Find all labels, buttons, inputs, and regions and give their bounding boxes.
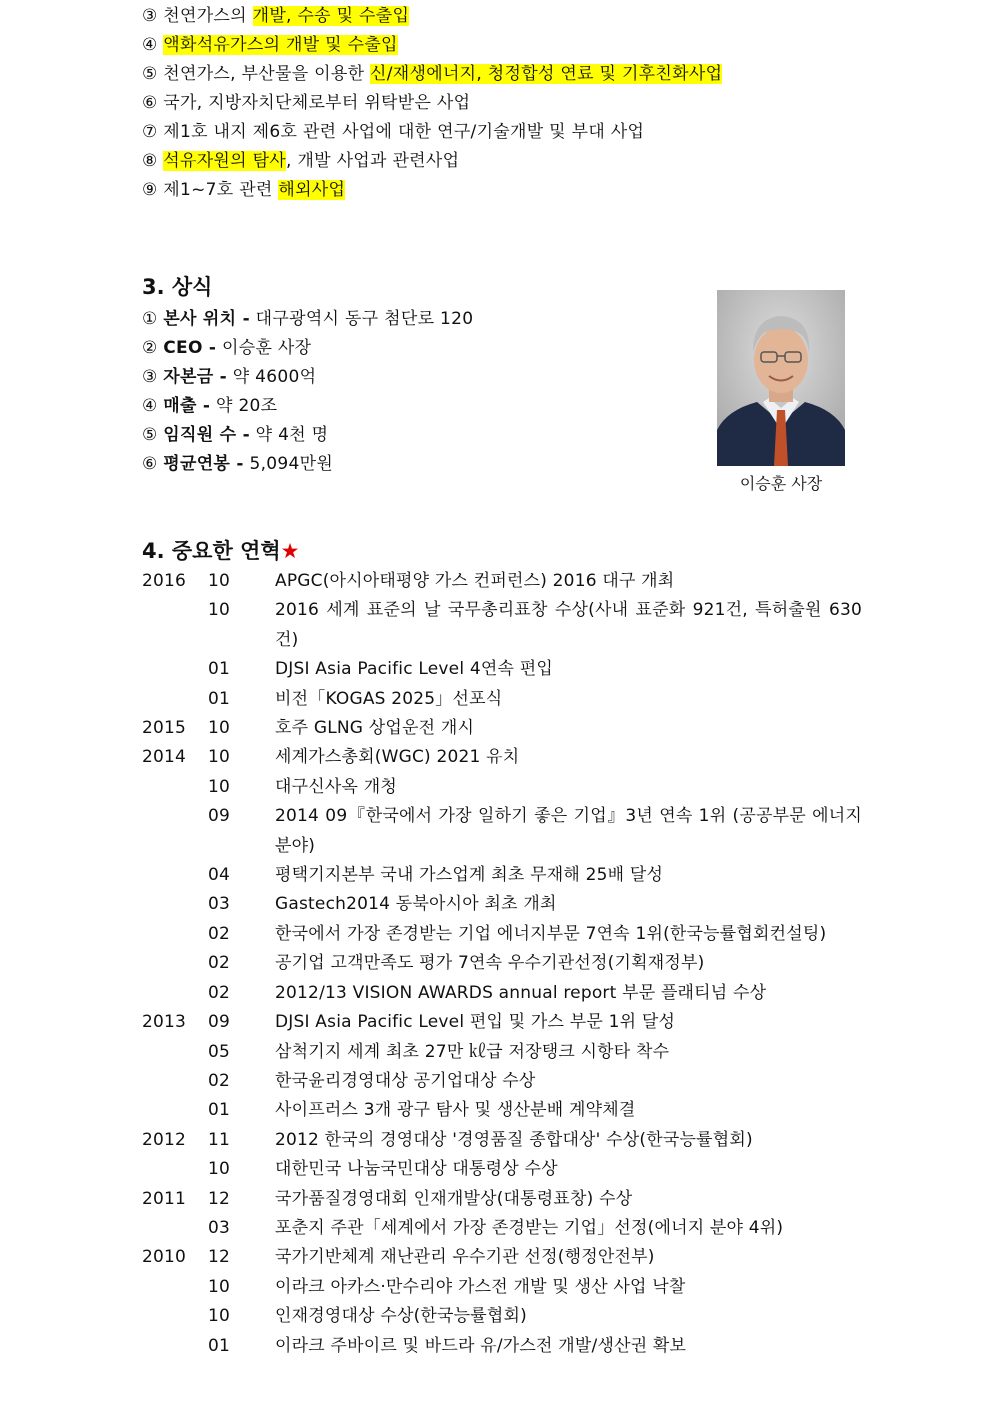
history-row: 09 2014 09『한국에서 가장 일하기 좋은 기업』3년 연속 1위 (공공부문 에너지분야) — [208, 806, 862, 856]
history-row: 01 비전「KOGAS 2025」선포식 — [208, 688, 503, 709]
history-row: 02 한국윤리경영대상 공기업대상 수상 — [208, 1070, 536, 1091]
history-row: 05 삼척기지 세계 최초 27만 ㎘급 저장탱크 시항타 착수 — [208, 1041, 670, 1062]
history-row: 03 Gastech2014 동북아시아 최초 개최 — [208, 894, 557, 915]
highlight: 액화석유가스의 개발 및 수출입 — [163, 35, 398, 55]
photo-caption: 이승훈 사장 — [739, 474, 823, 493]
section-3-title: 3. 상식 — [142, 275, 213, 299]
highlight: 석유자원의 탐사 — [163, 151, 287, 171]
history-row: 10 대구신사옥 개청 — [208, 776, 397, 797]
history-row: 02 2012/13 VISION AWARDS annual report 부문 플래티넘 수상 — [208, 982, 767, 1003]
history-row: 2014 10 세계가스총회(WGC) 2021 유치 — [142, 747, 520, 768]
history-row: 01 DJSI Asia Pacific Level 4연속 편입 — [208, 659, 553, 680]
history-row: 2010 12 국가기반체계 재난관리 우수기관 선정(행정안전부) — [142, 1247, 655, 1268]
highlight: 해외사업 — [278, 180, 346, 200]
business-item: ⑧ 석유자원의 탐사, 개발 사업과 관련사업 — [142, 151, 460, 171]
business-item: ③ 천연가스의 개발, 수송 및 수출입 — [142, 6, 410, 26]
history-row: 2012 11 2012 한국의 경영대상 '경영품질 종합대상' 수상(한국능률협회) — [142, 1129, 753, 1150]
info-item: ② CEO - 이승훈 사장 — [142, 338, 312, 358]
history-row: 2011 12 국가품질경영대회 인재개발상(대통령표창) 수상 — [142, 1188, 633, 1209]
ceo-photo — [717, 290, 845, 466]
business-item: ⑤ 천연가스, 부산물을 이용한 신/재생에너지, 청정합성 연료 및 기후친화사업 — [142, 64, 723, 84]
highlight: 개발, 수송 및 수출입 — [252, 6, 410, 26]
section-4-title: 4. 중요한 연혁★ — [142, 539, 300, 563]
history-row: 2013 09 DJSI Asia Pacific Level 편입 및 가스 부문 1위 달성 — [142, 1012, 676, 1033]
star-icon: ★ — [280, 539, 300, 563]
history-row: 01 사이프러스 3개 광구 탐사 및 생산분배 계약체결 — [208, 1100, 636, 1121]
business-item: ⑨ 제1~7호 관련 해외사업 — [142, 180, 346, 200]
history-row: 02 공기업 고객만족도 평가 7연속 우수기관선정(기획재정부) — [208, 953, 705, 974]
history-row: 10 이라크 아카스·만수리야 가스전 개발 및 생산 사업 낙찰 — [208, 1276, 686, 1297]
highlight: 신/재생에너지, 청정합성 연료 및 기후친화사업 — [370, 64, 723, 84]
info-item: ④ 매출 - 약 20조 — [142, 396, 278, 416]
business-item: ⑦ 제1호 내지 제6호 관련 사업에 대한 연구/기술개발 및 부대 사업 — [142, 122, 645, 142]
history-table — [142, 567, 862, 1361]
history-row: 01 이라크 주바이르 및 바드라 유/가스전 개발/생산권 확보 — [208, 1335, 687, 1356]
history-row: 2015 10 호주 GLNG 상업운전 개시 — [142, 718, 475, 739]
history-row: 10 대한민국 나눔국민대상 대통령상 수상 — [208, 1159, 558, 1180]
info-item: ⑤ 임직원 수 - 약 4천 명 — [142, 425, 329, 445]
business-item: ⑥ 국가, 지방자치단체로부터 위탁받은 사업 — [142, 93, 471, 113]
ceo-portrait-icon — [717, 290, 845, 466]
business-item: ④ 액화석유가스의 개발 및 수출입 — [142, 35, 398, 55]
history-row: 02 한국에서 가장 존경받는 기업 에너지부문 7연속 1위(한국능률협회컨설팅) — [208, 923, 827, 944]
history-row: 03 포춘지 주관「세계에서 가장 존경받는 기업」선정(에너지 분야 4위) — [208, 1217, 784, 1238]
info-item: ③ 자본금 - 약 4600억 — [142, 367, 317, 387]
history-row: 10 인재경영대상 수상(한국능률협회) — [208, 1306, 527, 1327]
history-row: 2016 10 APGC(아시아태평양 가스 컨퍼런스) 2016 대구 개최 — [142, 571, 675, 591]
info-item: ① 본사 위치 - 대구광역시 동구 첨단로 120 — [142, 309, 474, 329]
history-row: 04 평택기지본부 국내 가스업계 최초 무재해 25배 달성 — [208, 865, 664, 886]
info-item: ⑥ 평균연봉 - 5,094만원 — [142, 454, 334, 474]
history-row: 10 2016 세계 표준의 날 국무총리표창 수상(사내 표준화 921건, 특허출원 630건) — [208, 600, 862, 650]
